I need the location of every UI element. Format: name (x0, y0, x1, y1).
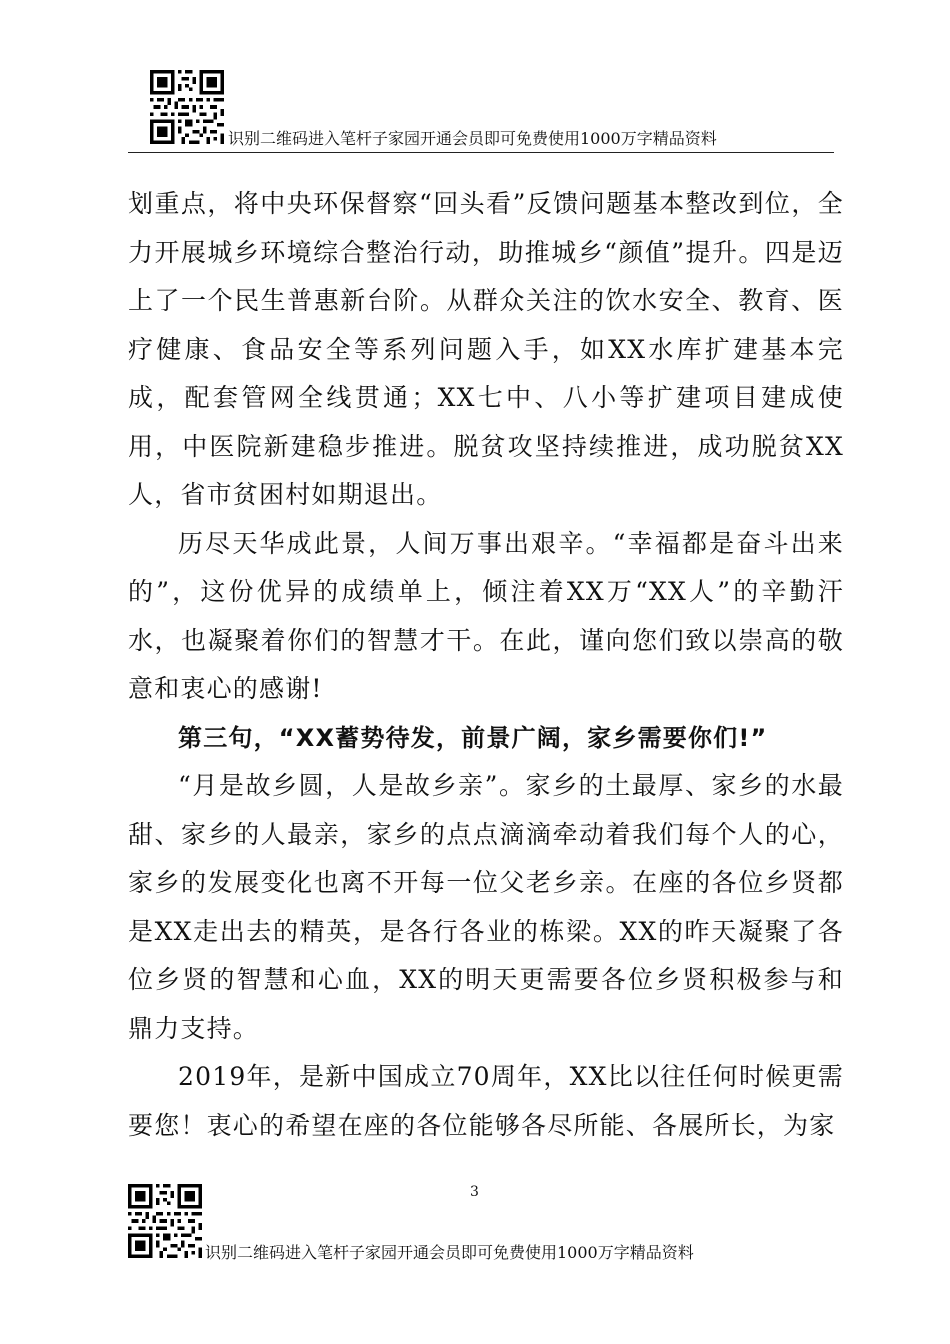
footer-qr-code-icon (128, 1184, 202, 1258)
header-divider (128, 152, 834, 153)
document-body (128, 180, 844, 1150)
header-qr-code-icon (150, 70, 224, 144)
paragraph-3: “月是故乡圆，人是故乡亲”。家乡的土最厚、家乡的水最甜、家乡的人最亲，家乡的点点滴滴牵动着我们每个人的心，家乡的发展变化也离不开每一位父老乡亲。在座的各位乡贤都是XX走出去的精英，是各行各业的栋梁。XX的昨天凝聚了各位乡贤的智慧和心血，XX的明天更需要各位乡贤积极参与和鼎力支持。 (128, 771, 844, 1043)
qr-code-graphic (128, 1184, 202, 1258)
qr-code-graphic (150, 70, 224, 144)
paragraph-1: 划重点，将中央环保督察“回头看”反馈问题基本整改到位，全力开展城乡环境综合整治行动，助推城乡“颜值”提升。四是迈上了一个民生普惠新台阶。从群众关注的饮水安全、教育、医疗健康、食品安全等系列问题入手，如XX水库扩建基本完成，配套管网全线贯通；XX七中、八小等扩建项目建成使用，中医院新建稳步推进。脱贫攻坚持续推进，成功脱贫XX人，省市贫困村如期退出。 (128, 189, 844, 509)
page-number: 3 (470, 1184, 479, 1200)
paragraph-4: 2019年，是新中国成立70周年，XX比以往任何时候更需要您！衷心的希望在座的各位能够各尽所能、各展所长，为家 (128, 1062, 844, 1140)
section-heading: 第三句，“XX蓄势待发，前景广阔，家乡需要你们!” (178, 723, 768, 752)
footer-promo-text: 识别二维码进入笔杆子家园开通会员即可免费使用1000万字精品资料 (205, 1243, 694, 1262)
header-promo-text: 识别二维码进入笔杆子家园开通会员即可免费使用1000万字精品资料 (228, 129, 717, 148)
paragraph-2: 历尽天华成此景，人间万事出艰辛。“幸福都是奋斗出来的”，这份优异的成绩单上，倾注着XX万“XX人”的辛勤汗水，也凝聚着你们的智慧才干。在此，谨向您们致以崇高的敬意和衷心的感谢! (128, 528, 844, 703)
